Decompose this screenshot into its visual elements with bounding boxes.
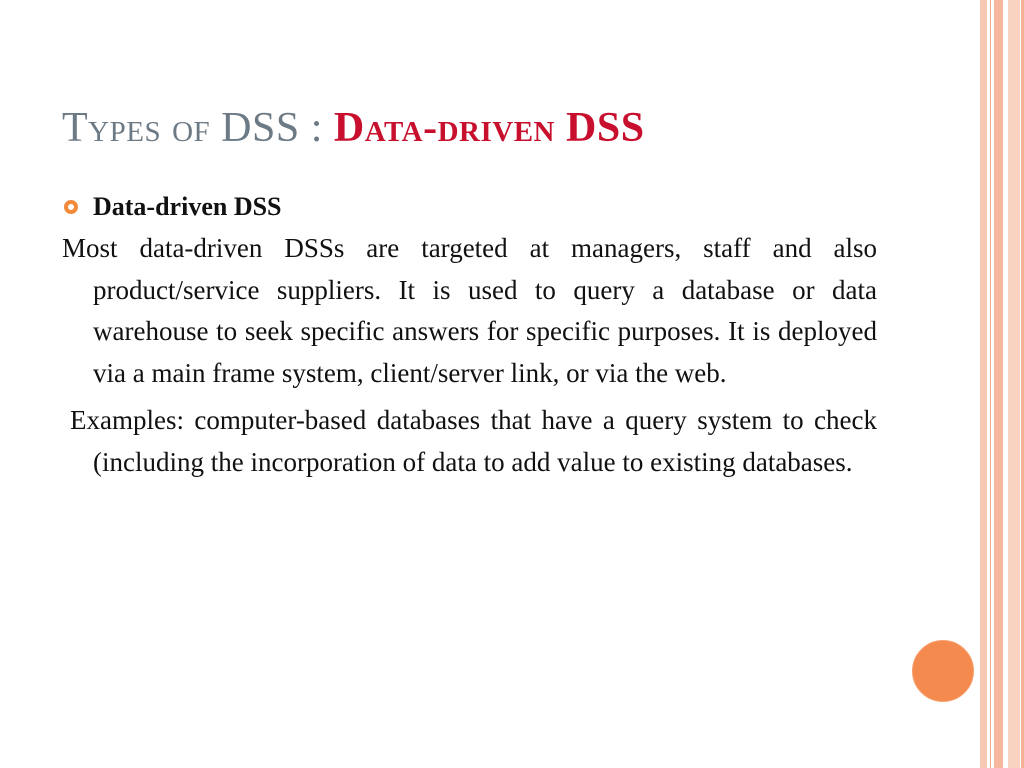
body-paragraph-description: Most data-driven DSSs are targeted at managers, staff and also product/service suppliers. It is used to query a database or data warehouse to seek specific answers for specific purposes. It is deployed via a main frame system, client/server link, or via the web.	[62, 233, 877, 388]
slide-title-prefix: Types of DSS :	[62, 105, 334, 151]
body-paragraph-examples: Examples: computer-based databases that have a query system to check (including the incorporation of data to add value to existing databases.	[70, 405, 877, 477]
decorative-stripe	[1008, 0, 1020, 768]
slide-title-highlight: Data-driven DSS	[333, 105, 645, 151]
decorative-stripe	[980, 0, 987, 768]
decorative-stripe	[994, 0, 1003, 768]
slide-title	[62, 100, 645, 156]
bullet-ring-icon	[64, 200, 78, 214]
bullet-item	[62, 186, 877, 228]
bullet-text: Data-driven DSS	[93, 192, 282, 221]
decorative-circle	[912, 640, 974, 702]
decorative-stripe	[990, 0, 991, 768]
slide-body	[62, 186, 877, 489]
